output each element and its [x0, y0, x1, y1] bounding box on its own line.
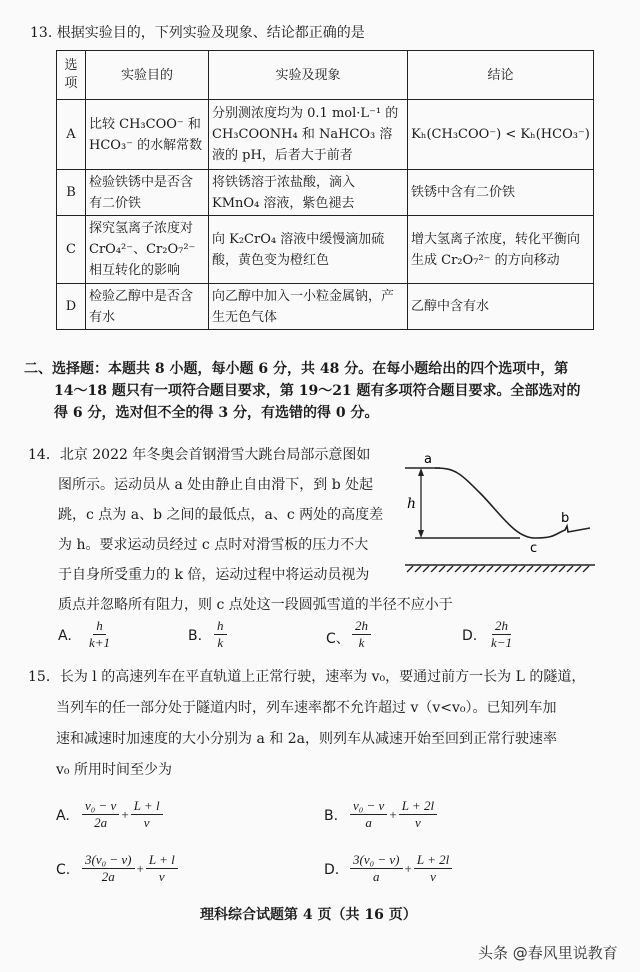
denominator: a [365, 815, 372, 830]
row-purpose: 探究氢离子浓度对 CrO₄²⁻、Cr₂O₇²⁻ 相互转化的影响 [86, 216, 209, 284]
q15-line-1: 15．长为 l 的高速列车在平直轨道上正常行驶，速率为 v₀，要通过前方一长为 L 的隧道， [28, 669, 586, 685]
option-label: C. [56, 862, 71, 878]
numerator: v₀ − v [350, 798, 387, 815]
row-conclusion: 铁锈中含有二价铁 [408, 170, 594, 216]
numerator: L + 2l [399, 798, 437, 815]
row-procedure: 将铁锈溶于浓盐酸，滴入 KMnO₄ 溶液，紫色褪去 [209, 170, 408, 216]
denominator: v [158, 869, 165, 884]
slope-curve [435, 468, 590, 538]
plus-sign: + [404, 860, 412, 876]
option-expression [82, 852, 178, 885]
option-fraction [214, 618, 227, 651]
header-procedure: 实验及现象 [209, 51, 408, 100]
table-row [57, 100, 594, 170]
denominator: v [430, 869, 436, 884]
row-procedure: 分别测浓度均为 0.1 mol·L⁻¹ 的 CH₃COONH₄ 和 NaHCO₃ 溶液的 pH，后者大于前者 [209, 100, 408, 170]
ground-hatching [407, 566, 589, 572]
arrow-up-icon [418, 468, 424, 476]
q15-line-4: v₀ 所用时间至少为 [56, 762, 172, 778]
plus-sign: + [389, 806, 397, 822]
label-a: a [424, 452, 432, 467]
row-procedure: 向 K₂CrO₄ 溶液中缓慢滴加硫酸，黄色变为橙红色 [209, 216, 408, 284]
option-fraction [488, 618, 515, 651]
section-2-line-3: 得 6 分，选对但不全的得 3 分，有选错的得 0 分。 [54, 405, 379, 421]
q14-line-6: 质点并忽略所有阻力，则 c 点处这一段圆弧雪道的半径不应小于 [58, 597, 453, 613]
denominator: 2a [101, 869, 115, 884]
denominator: k [217, 635, 224, 650]
option-label: C、 [326, 631, 350, 647]
question-13-stem: 13. 根据实验目的，下列实验及现象、结论都正确的是 [30, 25, 365, 41]
q15-line-3: 速和减速时加速度的大小分别为 a 和 2a，则列车从减速开始至回到正常行驶速率 [56, 731, 557, 747]
section-2-line-1: 二、选择题：本题共 8 小题，每小题 6 分，共 48 分。在每小题给出的四个选项中，第 [24, 361, 569, 377]
row-conclusion: Kₕ(CH₃COO⁻) < Kₕ(HCO₃⁻) [408, 100, 594, 170]
row-option: C [57, 216, 86, 284]
option-label: B. [188, 628, 203, 644]
denominator: k [358, 635, 365, 650]
numerator: L + l [131, 798, 163, 815]
q14-line-3: 跳，c 点为 a、b 之间的最低点，a、c 两处的高度差 [58, 507, 384, 523]
plus-sign: + [121, 806, 129, 822]
numerator: L + l [146, 852, 178, 869]
option-fraction [86, 618, 113, 651]
q14-line-2: 图所示。运动员从 a 处由静止自由滑下，到 b 处起 [58, 477, 374, 493]
numerator: h [214, 618, 227, 635]
option-label: A. [58, 628, 72, 644]
q14-line-1: 14．北京 2022 年冬奥会首钢滑雪大跳台局部示意图如 [28, 447, 371, 463]
denominator: 2a [94, 815, 108, 830]
question-14-stem [28, 440, 453, 620]
option-fraction [352, 618, 371, 651]
header-option: 选项 [57, 51, 86, 100]
ski-jump-diagram [395, 448, 605, 578]
watermark: 头条 @春风里说教育 [478, 944, 618, 962]
denominator: k−1 [491, 635, 513, 650]
row-procedure: 向乙醇中加入一小粒金属钠，产生无色气体 [209, 284, 408, 330]
row-option: B [57, 170, 86, 216]
header-conclusion: 结论 [408, 51, 594, 100]
denominator: v [414, 815, 421, 830]
label-c: c [530, 541, 538, 556]
section-2-instructions [24, 358, 624, 424]
option-expression [350, 852, 452, 885]
numerator: 3(v₀ − v) [350, 852, 403, 869]
experiment-table [56, 50, 594, 330]
option-label: A. [56, 808, 70, 824]
plus-sign: + [136, 860, 144, 876]
row-option: A [57, 100, 86, 170]
table-header-row [57, 51, 594, 100]
q14-options [58, 618, 618, 658]
denominator: k+1 [89, 635, 111, 650]
row-purpose: 比较 CH₃COO⁻ 和 HCO₃⁻ 的水解常数 [86, 100, 209, 170]
question-15-stem [28, 662, 628, 786]
row-purpose: 检验铁锈中是否含有二价铁 [86, 170, 209, 216]
label-h: h [407, 496, 417, 512]
numerator: L + 2l [414, 852, 452, 869]
option-label: D. [462, 628, 478, 644]
option-expression [82, 798, 163, 831]
page-footer: 理科综合试题第 4 页（共 16 页） [200, 907, 417, 923]
denominator: a [373, 869, 380, 884]
row-conclusion: 增大氢离子浓度，转化平衡向生成 Cr₂O₇²⁻ 的方向移动 [408, 216, 594, 284]
q14-line-4: 为 h。要求运动员经过 c 点时对滑雪板的压力不大 [58, 537, 369, 553]
numerator: 2h [352, 618, 371, 635]
arrow-down-icon [418, 530, 424, 538]
q15-line-2: 当列车的任一部分处于隧道内时，列车速率都不允许超过 v（v<v₀）。已知列车加 [56, 700, 557, 716]
row-conclusion: 乙醇中含有水 [408, 284, 594, 330]
label-b: b [561, 511, 570, 526]
option-expression [350, 798, 437, 831]
table-row [57, 170, 594, 216]
section-2-line-2: 14～18 题只有一项符合题目要求，第 19～21 题有多项符合题目要求。全部选对的 [54, 383, 581, 399]
table-row [57, 216, 594, 284]
row-option: D [57, 284, 86, 330]
numerator: h [93, 618, 106, 635]
option-label: B. [324, 808, 339, 824]
row-purpose: 检验乙醇中是否含有水 [86, 284, 209, 330]
table-row [57, 284, 594, 330]
numerator: 3(v₀ − v) [82, 852, 135, 869]
denominator: v [143, 815, 150, 830]
q14-line-5: 于自身所受重力的 k 倍，运动过程中将运动员视为 [58, 567, 370, 583]
header-purpose: 实验目的 [86, 51, 209, 100]
numerator: v₀ − v [82, 798, 119, 815]
numerator: 2h [492, 618, 511, 635]
option-label: D. [324, 862, 340, 878]
